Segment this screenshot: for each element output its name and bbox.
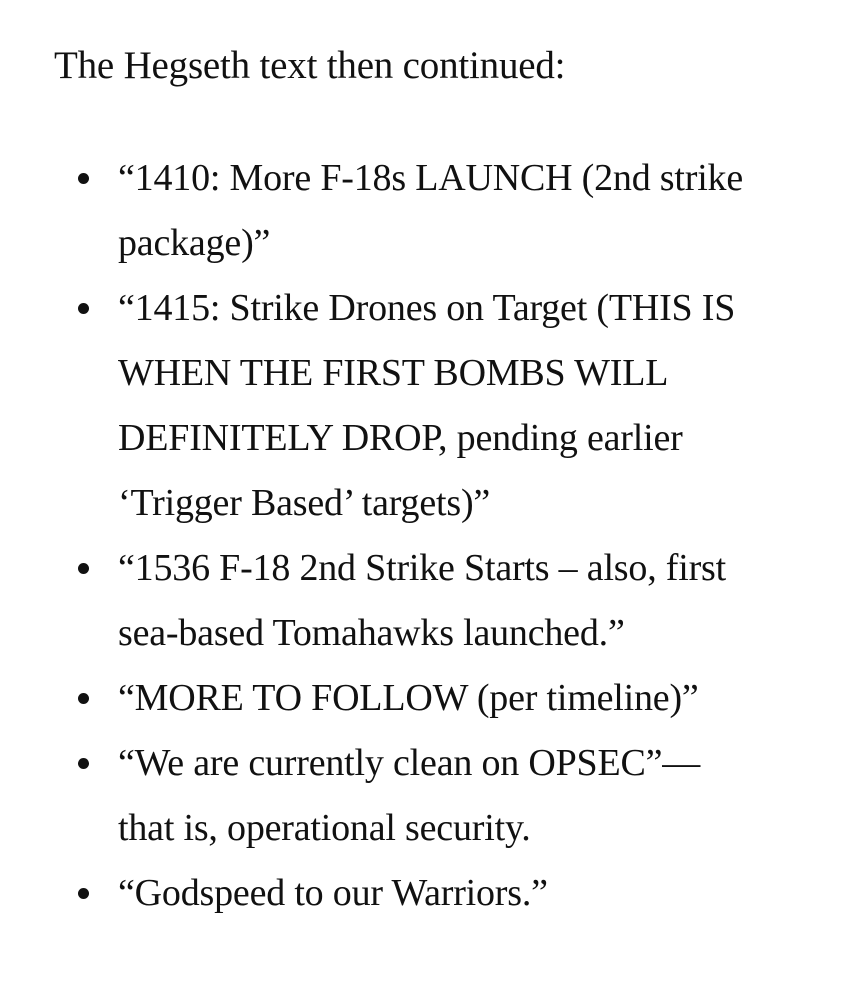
intro-paragraph: The Hegseth text then continued: [54, 44, 566, 87]
bullet-item-more-to-follow: “MORE TO FOLLOW (per timeline)” [54, 666, 829, 731]
bullet-item-1410-launch: “1410: More F-18s LAUNCH (2nd strike package)” [54, 146, 754, 276]
bullet-item-godspeed: “Godspeed to our Warriors.” [54, 861, 754, 926]
bullet-list [54, 146, 825, 926]
bullet-item-opsec: “We are currently clean on OPSEC”—that is, operational security. [54, 731, 754, 861]
bullet-item-1536-strike: “1536 F-18 2nd Strike Starts – also, first sea-based Tomahawks launched.” [54, 536, 754, 666]
bullet-item-1415-drones: “1415: Strike Drones on Target (THIS IS WHEN THE FIRST BOMBS WILL DEFINITELY DROP, pending earlier ‘Trigger Based’ targets)” [54, 276, 754, 536]
